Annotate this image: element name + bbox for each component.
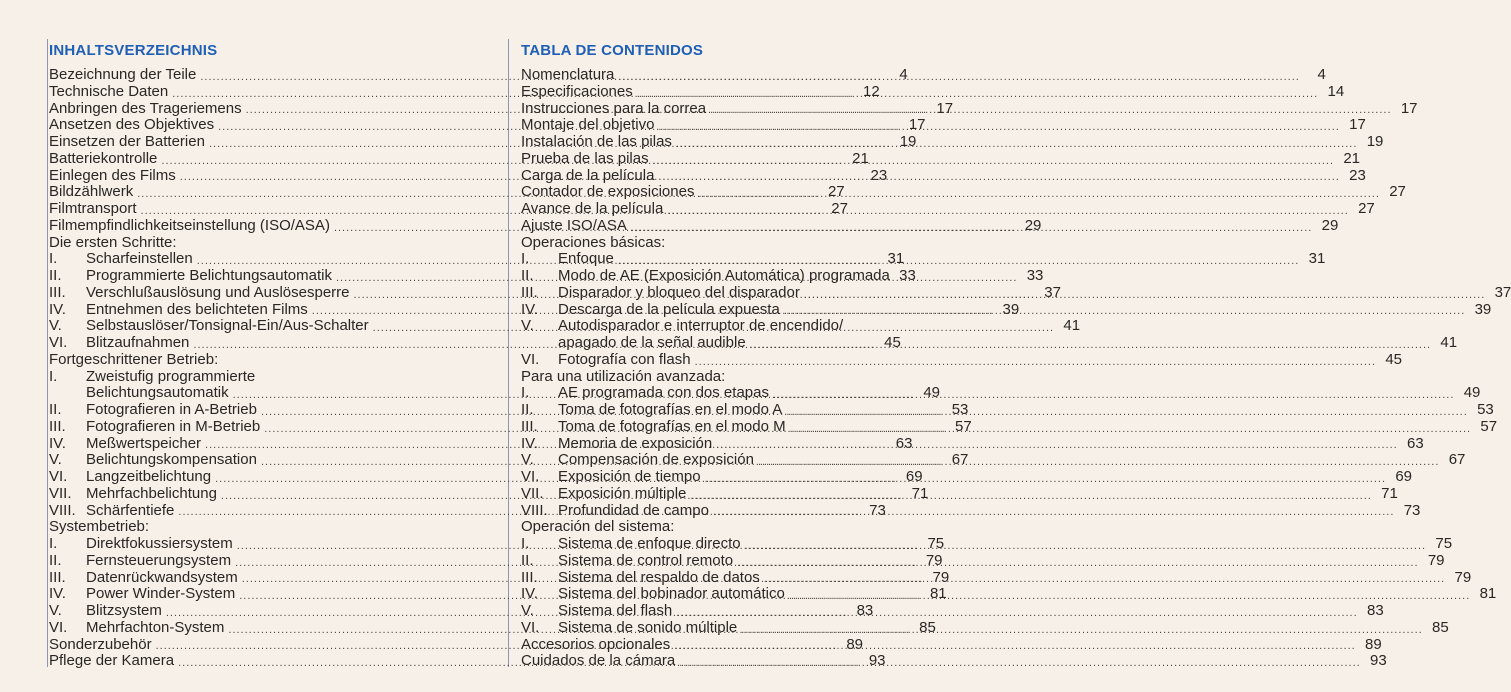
leader-dots — [658, 120, 1339, 134]
entry-title: Pflege der Kamera — [49, 652, 175, 670]
page-number: 17 — [1400, 99, 1418, 117]
entry-number: VI. — [521, 618, 540, 636]
page-number: 33 — [899, 267, 916, 284]
german-toc-heading: INHALTSVERZEICHNIS — [49, 42, 218, 59]
entry-title: Sistema de sonido múltiple — [558, 618, 738, 636]
leader-dots — [773, 388, 1454, 402]
entry-number: III. — [521, 417, 538, 435]
page-number: 29 — [1321, 216, 1339, 234]
entry-title: Ajuste ISO/ASA — [521, 216, 627, 234]
entry-number: I. — [521, 250, 530, 268]
spanish-toc-entry — [519, 250, 1326, 268]
entry-title: Fotografieren in M-Betrieb — [86, 417, 261, 435]
page-number: 29 — [1024, 216, 1042, 234]
entry-title: Operación del sistema: — [521, 518, 675, 536]
entry-title: Sistema de enfoque directo — [558, 535, 741, 552]
leader-dots — [786, 405, 1467, 419]
entry-title: Blitzsystem — [86, 602, 162, 619]
page-number: 79 — [1427, 551, 1445, 569]
entry-title: Sonderzubehör — [49, 635, 152, 653]
page-number: 85 — [919, 618, 936, 636]
entry-number: I. — [49, 250, 58, 268]
page-number: 73 — [1403, 501, 1421, 519]
entry-title: Toma de fotografías en el modo A — [558, 401, 783, 418]
page-number: 27 — [1358, 200, 1375, 217]
page-number: 63 — [1407, 434, 1424, 452]
page-number: 53 — [951, 401, 969, 418]
entry-title: Profundidad de campo — [558, 501, 709, 519]
entry-title: Instalación de las pilas — [521, 133, 672, 150]
entry-title: Sistema del flash — [558, 602, 673, 619]
page-number: 19 — [1366, 133, 1384, 150]
entry-title: Prueba de las pilas — [521, 149, 649, 167]
leader-dots — [784, 300, 1465, 318]
leader-dots — [690, 489, 1371, 503]
spanish-toc-entry — [519, 618, 1449, 637]
page-number: 83 — [1366, 602, 1384, 619]
leader-dots — [631, 221, 1312, 235]
spanish-toc-entry — [519, 216, 1339, 235]
spanish-toc-entry — [519, 183, 1406, 201]
entry-title: Contador de exposiciones — [521, 183, 695, 201]
entry-title: Fortgeschrittener Betrieb: — [49, 350, 219, 368]
entry-number: VI. — [49, 618, 68, 636]
page-number: 57 — [955, 417, 972, 435]
entry-number: I. — [49, 535, 58, 552]
page-number: 79 — [925, 551, 943, 569]
spanish-toc-heading: TABLA DE CONTENIDOS — [521, 42, 704, 59]
entry-number: VIII. — [49, 501, 76, 519]
leader-dots — [790, 422, 1471, 436]
page-number: 17 — [908, 116, 926, 134]
page-number: 67 — [1448, 451, 1466, 469]
leader-dots — [676, 137, 1357, 151]
entry-title: Datenrückwandsystem — [86, 568, 238, 586]
entry-number: VII. — [521, 484, 544, 502]
entry-title: Batteriekontrolle — [49, 149, 158, 167]
entry-title: Bezeichnung der Teile — [49, 66, 197, 83]
entry-title: Exposición de tiempo — [558, 468, 701, 485]
page-number: 39 — [1002, 300, 1020, 318]
entry-title: Filmempfindlichkeitseinstellung (ISO/ASA) — [49, 216, 330, 234]
german-toc-entry — [47, 352, 468, 369]
page-number: 89 — [846, 635, 864, 653]
page-number: 17 — [1349, 116, 1366, 134]
page-number: 19 — [899, 133, 917, 150]
entry-number: V. — [49, 602, 62, 619]
entry-title: Langzeitbelichtung — [86, 468, 212, 485]
leader-dots — [758, 455, 1439, 469]
page-number: 81 — [1479, 585, 1497, 603]
entry-title: Die ersten Schritte: — [49, 233, 177, 251]
page-number: 27 — [827, 183, 845, 201]
entry-title: Fotografía con flash — [558, 350, 691, 368]
spanish-toc-entry — [519, 369, 933, 386]
leader-dots — [676, 606, 1357, 620]
entry-title: Zweistufig programmierte — [86, 367, 256, 385]
entry-number: V. — [521, 602, 534, 619]
entry-title: Operaciones básicas: — [521, 233, 666, 251]
entry-number: II. — [521, 401, 534, 418]
entry-title: Exposición múltiple — [558, 484, 687, 502]
entry-number: II. — [49, 551, 62, 569]
entry-title: Anbringen des Trageriemens — [49, 99, 242, 117]
page-number: 85 — [1432, 618, 1449, 636]
page-number: 93 — [1370, 652, 1387, 670]
entry-title: Technische Daten — [49, 82, 169, 100]
entry-title: Accesorios opcionales — [521, 635, 671, 653]
entry-number: VI. — [49, 468, 68, 485]
entry-number: V. — [521, 317, 534, 335]
leader-dots — [804, 288, 1485, 302]
entry-title: Einlegen des Films — [49, 166, 176, 184]
entry-title: Belichtungsautomatik — [86, 384, 229, 402]
entry-title: Mehrfachbelichtung — [86, 484, 217, 502]
leader-dots — [674, 635, 1355, 653]
entry-number: VI. — [521, 350, 540, 368]
page-number: 63 — [895, 434, 913, 452]
leader-dots — [667, 204, 1348, 218]
spanish-toc-entry — [519, 401, 1494, 419]
entry-number: III. — [49, 417, 66, 435]
spanish-toc-entry — [519, 268, 933, 285]
entry-title: AE programada con dos etapas — [558, 384, 769, 402]
entry-number: II. — [521, 267, 534, 284]
page-number: 37 — [1044, 283, 1061, 301]
leader-dots — [713, 501, 1394, 519]
page-number: 4 — [899, 66, 908, 83]
page-number: 27 — [831, 200, 848, 217]
page-number: 57 — [1480, 417, 1498, 435]
spanish-toc-entry — [519, 652, 1387, 670]
entry-number: V. — [521, 451, 534, 469]
page-number: 75 — [1435, 535, 1453, 552]
page-number: 83 — [856, 602, 874, 619]
leader-dots — [737, 556, 1418, 570]
spanish-toc-entry — [519, 200, 1375, 218]
spanish-toc-entry — [519, 283, 1511, 302]
page-number: 37 — [1494, 283, 1511, 301]
entry-number: IV. — [521, 585, 538, 603]
leader-dots — [789, 589, 1470, 603]
entry-title: Carga de la película — [521, 166, 655, 184]
entry-number: IV. — [49, 300, 66, 318]
page-number: 67 — [951, 451, 969, 469]
spanish-toc-entry — [519, 635, 1382, 654]
entry-title: Sistema del respaldo de datos — [558, 568, 760, 586]
spanish-toc-entry — [519, 451, 1466, 469]
page-number: 45 — [1385, 350, 1403, 368]
spanish-toc-entry — [519, 99, 1418, 118]
leader-dots — [705, 472, 1386, 486]
spanish-toc-entry — [519, 468, 1413, 486]
page-number: 17 — [936, 99, 954, 117]
page-number: 21 — [1343, 149, 1361, 167]
entry-number: VIII. — [521, 501, 548, 519]
page-number: 27 — [1389, 183, 1406, 201]
page-number: 31 — [887, 250, 905, 268]
entry-number: I. — [521, 384, 530, 402]
page-number: 53 — [1477, 401, 1494, 418]
entry-title: Compensación de exposición — [558, 451, 754, 469]
entry-title: Fotografieren in A-Betrieb — [86, 401, 257, 418]
page-number: 4 — [1317, 66, 1326, 83]
entry-title: Memoria de exposición — [558, 434, 713, 452]
spanish-toc-entry — [519, 568, 1472, 587]
page-number: 49 — [1463, 384, 1481, 402]
spanish-toc-entry — [519, 235, 933, 252]
spanish-toc-entry — [519, 501, 1421, 520]
spanish-toc-entry — [519, 585, 1497, 603]
entry-title: Nomenclatura — [521, 66, 615, 83]
entry-title: Sistema del bobinador automático — [558, 585, 785, 603]
page-number: 31 — [1308, 250, 1326, 268]
entry-title: Cuidados de la cámara — [521, 652, 676, 670]
entry-title: Verschlußauslösung und Auslösesperre — [86, 283, 350, 301]
leader-dots — [618, 254, 1299, 268]
entry-number: III. — [49, 568, 66, 586]
entry-number: IV. — [521, 300, 538, 318]
entry-title: Sistema de control remoto — [558, 551, 734, 569]
page-number: 49 — [923, 384, 941, 402]
spanish-toc-entry — [519, 551, 1445, 570]
german-toc-entry — [47, 369, 468, 386]
spanish-toc-entry — [519, 166, 1366, 185]
leader-dots — [695, 355, 1376, 369]
entry-number: VII. — [49, 484, 72, 502]
leader-dots — [618, 70, 1299, 84]
leader-dots — [741, 623, 1422, 637]
entry-title: Schärfentiefe — [86, 501, 175, 519]
spanish-toc-entry — [519, 535, 1453, 553]
leader-dots — [710, 99, 1391, 117]
spanish-toc-entry — [519, 334, 1458, 352]
page-number: 41 — [1440, 334, 1458, 351]
entry-number: II. — [49, 401, 62, 418]
entry-title: Montaje del objetivo — [521, 116, 655, 134]
entry-title: Toma de fotografías en el modo M — [558, 417, 786, 435]
entry-title: Power Winder-System — [86, 585, 236, 603]
spanish-toc-entry — [519, 350, 1403, 369]
entry-title: Instrucciones para la correa — [521, 99, 707, 117]
page-number: 79 — [932, 568, 950, 586]
entry-title: Programmierte Belichtungsautomatik — [86, 267, 332, 284]
page-number: 93 — [868, 652, 886, 670]
entry-number: I. — [521, 535, 530, 552]
leader-dots — [637, 87, 1318, 101]
entry-title: Einsetzen der Batterien — [49, 133, 205, 150]
entry-number: III. — [521, 283, 538, 301]
page-number: 21 — [852, 149, 869, 167]
page-number: 69 — [1395, 468, 1413, 485]
entry-title: apagado de la señal audible — [558, 334, 746, 351]
entry-title: Systembetrieb: — [49, 518, 150, 536]
entry-title: Filmtransport — [49, 200, 137, 217]
spanish-toc-list — [519, 66, 1511, 670]
page-number: 89 — [1365, 635, 1382, 653]
page-number: 69 — [905, 468, 923, 485]
spanish-toc-entry — [519, 133, 1384, 151]
entry-title: Entnehmen des belichteten Films — [86, 300, 308, 318]
spanish-toc-entry — [519, 66, 1326, 84]
page-number: 41 — [1063, 317, 1081, 335]
leader-dots — [698, 187, 1379, 201]
entry-number: VI. — [49, 334, 68, 351]
page-number: 71 — [1381, 484, 1398, 502]
page-number: 14 — [1327, 82, 1345, 100]
page-number: 23 — [1349, 166, 1366, 184]
entry-title: Especificaciones — [521, 82, 633, 100]
entry-title: Avance de la película — [521, 200, 664, 217]
entry-title: Para una utilización avanzada: — [521, 367, 726, 385]
leader-dots — [679, 656, 1360, 670]
page-number: 39 — [1474, 300, 1492, 318]
entry-title: Scharfeinstellen — [86, 250, 193, 268]
spanish-toc-entry — [519, 484, 1398, 503]
leader-dots — [653, 154, 1334, 168]
spanish-toc-entry — [519, 434, 1424, 453]
spanish-toc-entry — [519, 417, 1498, 436]
entry-number: V. — [49, 317, 62, 335]
spanish-toc-entry — [519, 384, 1481, 402]
leader-dots — [716, 434, 1397, 452]
entry-title: Disparador y bloqueo del disparador — [558, 283, 800, 301]
spanish-toc-entry — [519, 300, 1492, 319]
page-number: 81 — [929, 585, 947, 603]
leader-dots — [750, 338, 1431, 352]
german-toc-entry — [47, 235, 468, 252]
entry-number: IV. — [49, 585, 66, 603]
entry-title: Descarga de la película expuesta — [558, 300, 780, 318]
entry-title: Fernsteuerungsystem — [86, 551, 232, 569]
german-toc-entry — [47, 519, 468, 536]
entry-title: Enfoque — [558, 250, 614, 268]
entry-number: V. — [49, 451, 62, 469]
page-number: 23 — [870, 166, 888, 184]
page-number: 73 — [869, 501, 886, 519]
page-number: 12 — [863, 82, 880, 100]
page-number: 71 — [911, 484, 929, 502]
entry-number: III. — [521, 568, 538, 586]
spanish-toc-entry — [519, 318, 933, 335]
entry-number: III. — [49, 283, 66, 301]
entry-title: Ansetzen des Objektives — [49, 116, 215, 134]
page-number: 75 — [927, 535, 945, 552]
spanish-toc-entry — [519, 149, 1361, 168]
entry-title: Meßwertspeicher — [86, 434, 202, 452]
entry-title: Mehrfachton-System — [86, 618, 225, 636]
page-number: 79 — [1454, 568, 1472, 586]
spanish-toc-entry — [519, 116, 1366, 134]
entry-title: Modo de AE (Exposición Automática) programada — [558, 267, 890, 284]
spanish-toc-entry — [519, 82, 1345, 101]
spanish-toc-entry — [519, 602, 1384, 620]
entry-title: Selbstauslöser/Tonsignal-Ein/Aus-Schalter — [86, 317, 369, 335]
entry-title: Direktfokussiersystem — [86, 535, 233, 552]
page-number: 45 — [884, 334, 901, 351]
entry-title: Bildzählwerk — [49, 183, 134, 201]
page-number: 33 — [1026, 267, 1044, 284]
entry-title: Blitzaufnahmen — [86, 334, 190, 351]
entry-title: Autodisparador e interruptor de encendido/ — [558, 317, 844, 335]
leader-dots — [764, 568, 1445, 586]
entry-number: IV. — [49, 434, 66, 452]
entry-number: I. — [49, 367, 58, 385]
entry-number: II. — [521, 551, 534, 569]
entry-number: IV. — [521, 434, 538, 452]
leader-dots — [658, 166, 1339, 184]
entry-title: Belichtungskompensation — [86, 451, 257, 469]
entry-number: VI. — [521, 468, 540, 485]
leader-dots — [745, 539, 1426, 553]
entry-number: II. — [49, 267, 62, 284]
spanish-toc-entry — [519, 519, 933, 536]
